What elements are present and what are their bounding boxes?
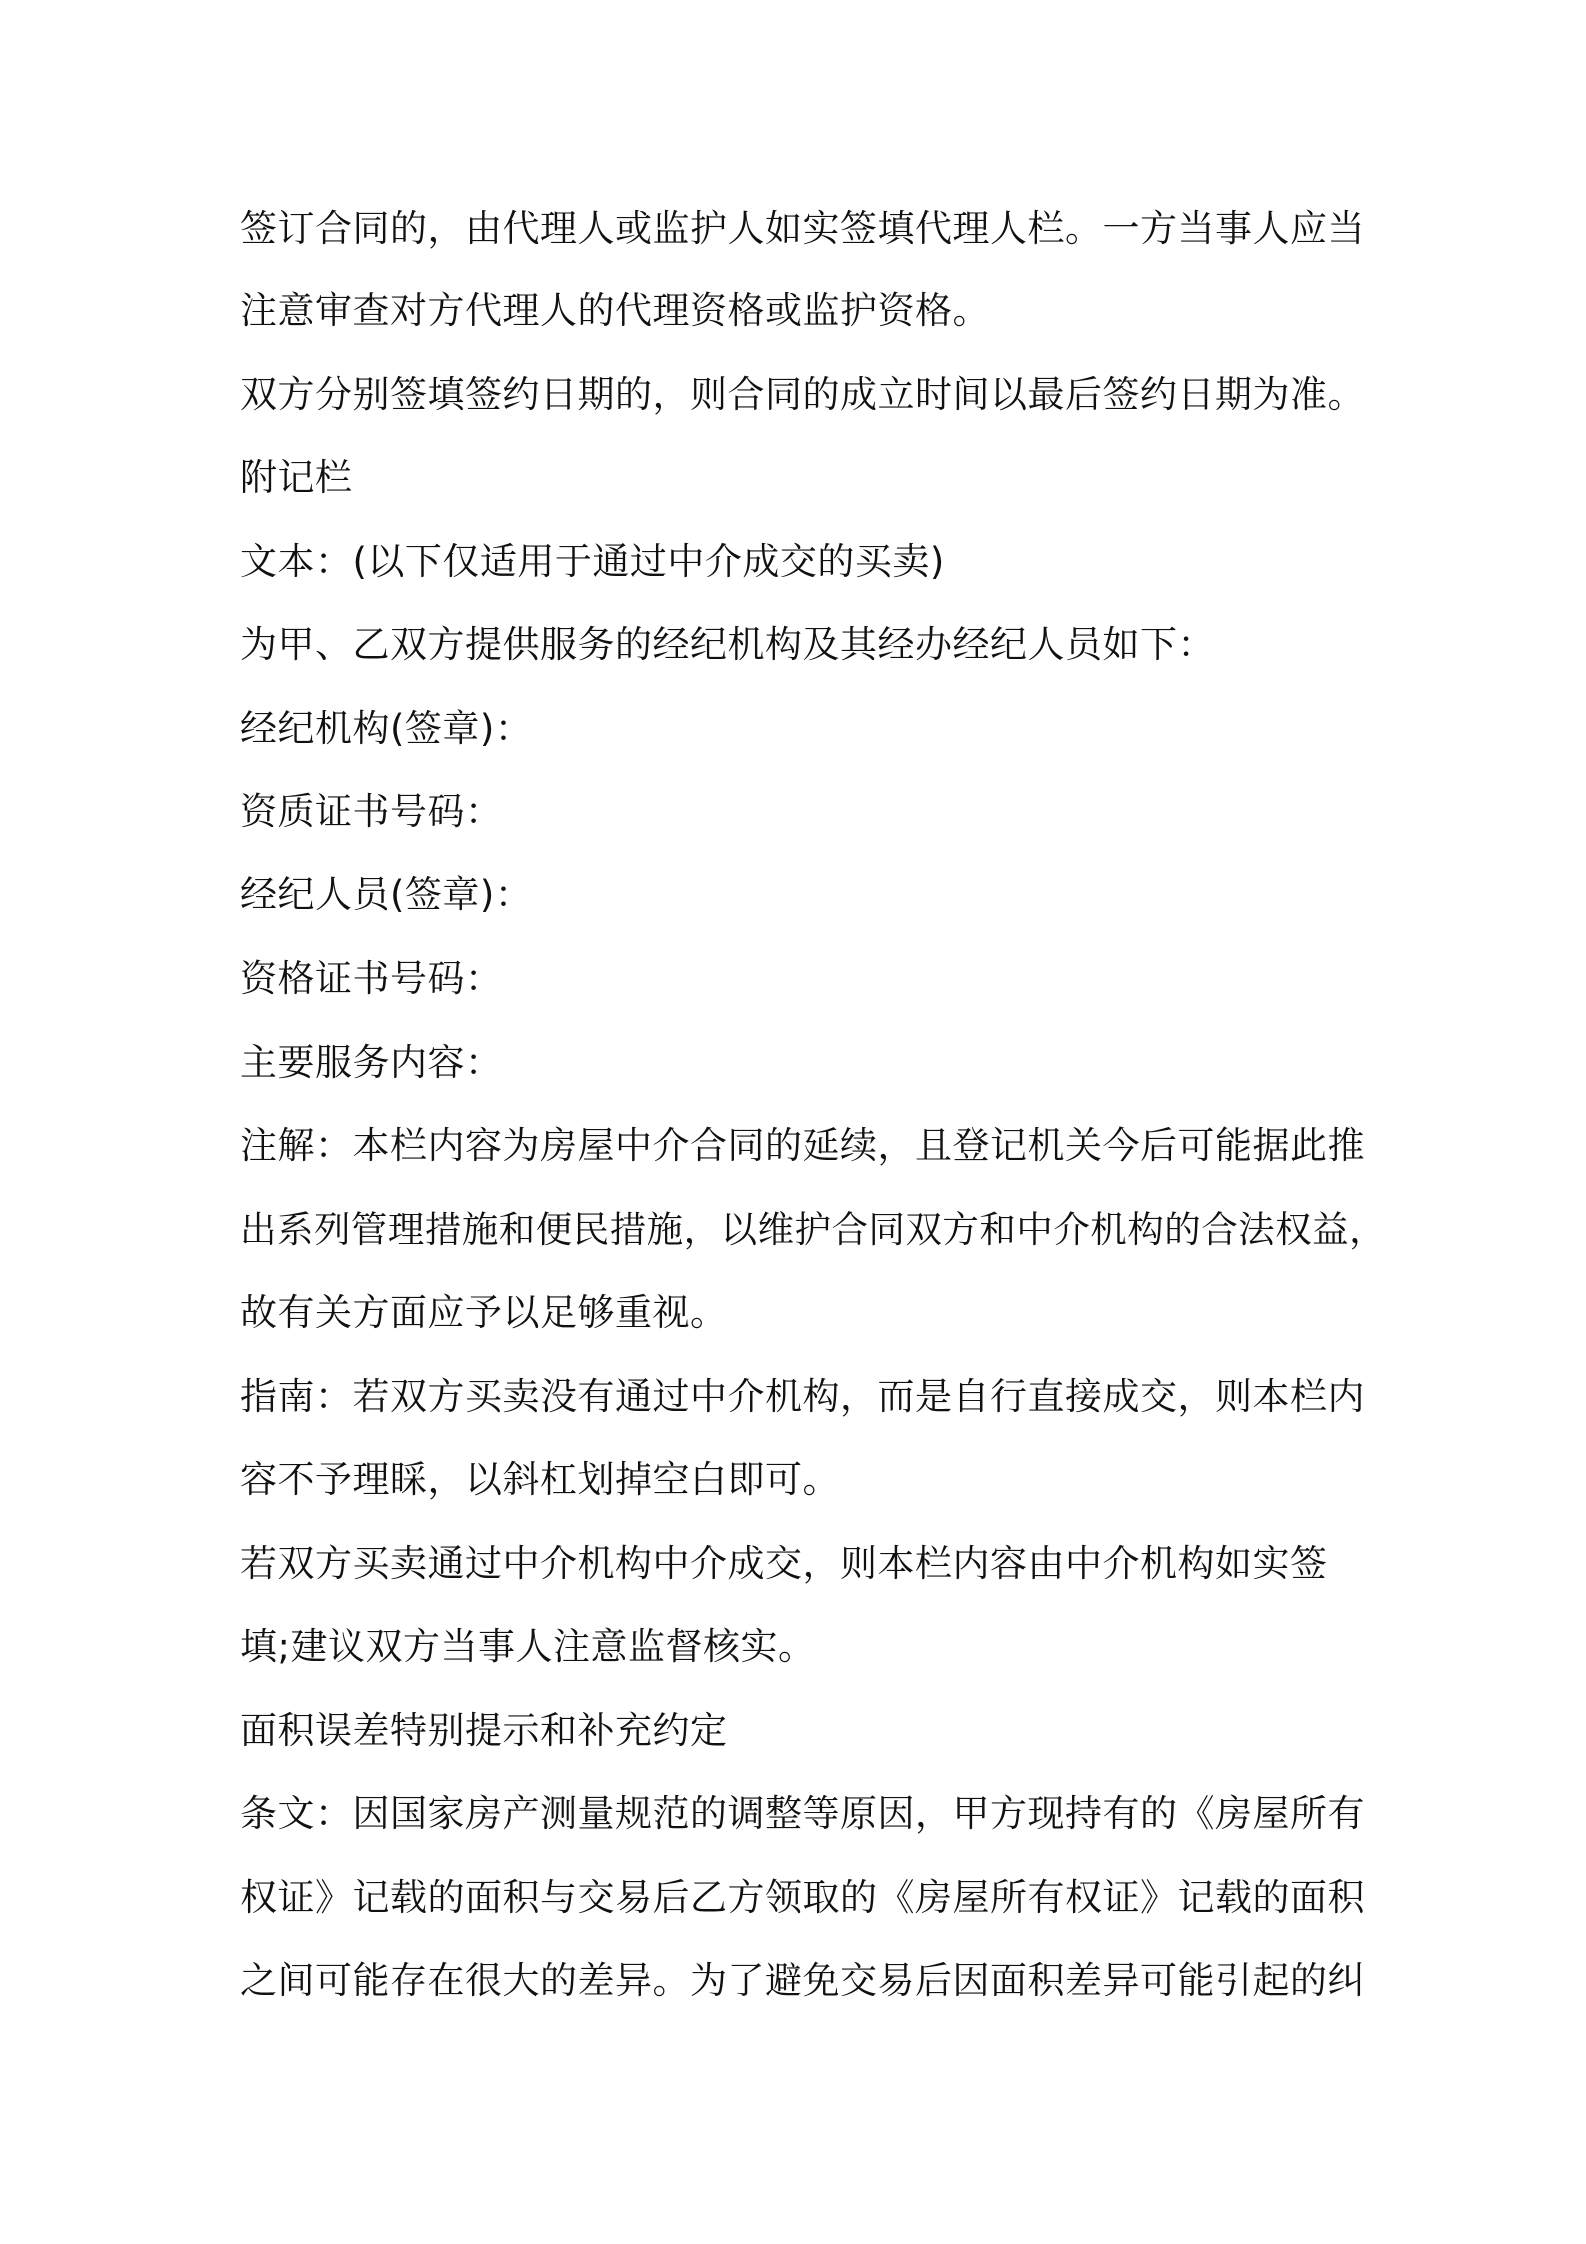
text-line: 签订合同的，由代理人或监护人如实签填代理人栏。一方当事人应当 <box>240 207 1365 250</box>
text-line: 故有关方面应予以足够重视。 <box>240 1291 728 1334</box>
text-line: 出系列管理措施和便民措施，以维护合同双方和中介机构的合法权益， <box>240 1208 1387 1251</box>
section-heading: 附记栏 <box>240 456 353 499</box>
section-heading: 面积误差特别提示和补充约定 <box>240 1709 728 1752</box>
text-line: 双方分别签填签约日期的，则合同的成立时间以最后签约日期为准。 <box>240 373 1365 416</box>
form-field-label: 主要服务内容： <box>240 1041 503 1084</box>
text-line: 若双方买卖通过中介机构中介成交，则本栏内容由中介机构如实签 <box>240 1542 1328 1585</box>
form-field-label: 经纪机构(签章)： <box>240 707 533 750</box>
text-line: 为甲、乙双方提供服务的经纪机构及其经办经纪人员如下： <box>240 623 1215 666</box>
text-line: 填;建议双方当事人注意监督核实。 <box>240 1625 816 1668</box>
text-line: 之间可能存在很大的差异。为了避免交易后因面积差异可能引起的纠 <box>240 1959 1365 2002</box>
form-field-label: 经纪人员(签章)： <box>240 873 533 916</box>
form-field-label: 资质证书号码： <box>240 790 503 833</box>
text-line: 文本：(以下仅适用于通过中介成交的买卖) <box>240 540 945 583</box>
text-line: 注意审查对方代理人的代理资格或监护资格。 <box>240 289 990 332</box>
text-line: 条文：因国家房产测量规范的调整等原因，甲方现持有的《房屋所有 <box>240 1792 1365 1835</box>
text-line: 容不予理睬，以斜杠划掉空白即可。 <box>240 1458 840 1501</box>
form-field-label: 资格证书号码： <box>240 957 503 1000</box>
text-line: 注解：本栏内容为房屋中介合同的延续，且登记机关今后可能据此推 <box>240 1124 1365 1167</box>
text-line: 指南：若双方买卖没有通过中介机构，而是自行直接成交，则本栏内 <box>240 1375 1365 1418</box>
text-line: 权证》记载的面积与交易后乙方领取的《房屋所有权证》记载的面积 <box>240 1876 1365 1919</box>
